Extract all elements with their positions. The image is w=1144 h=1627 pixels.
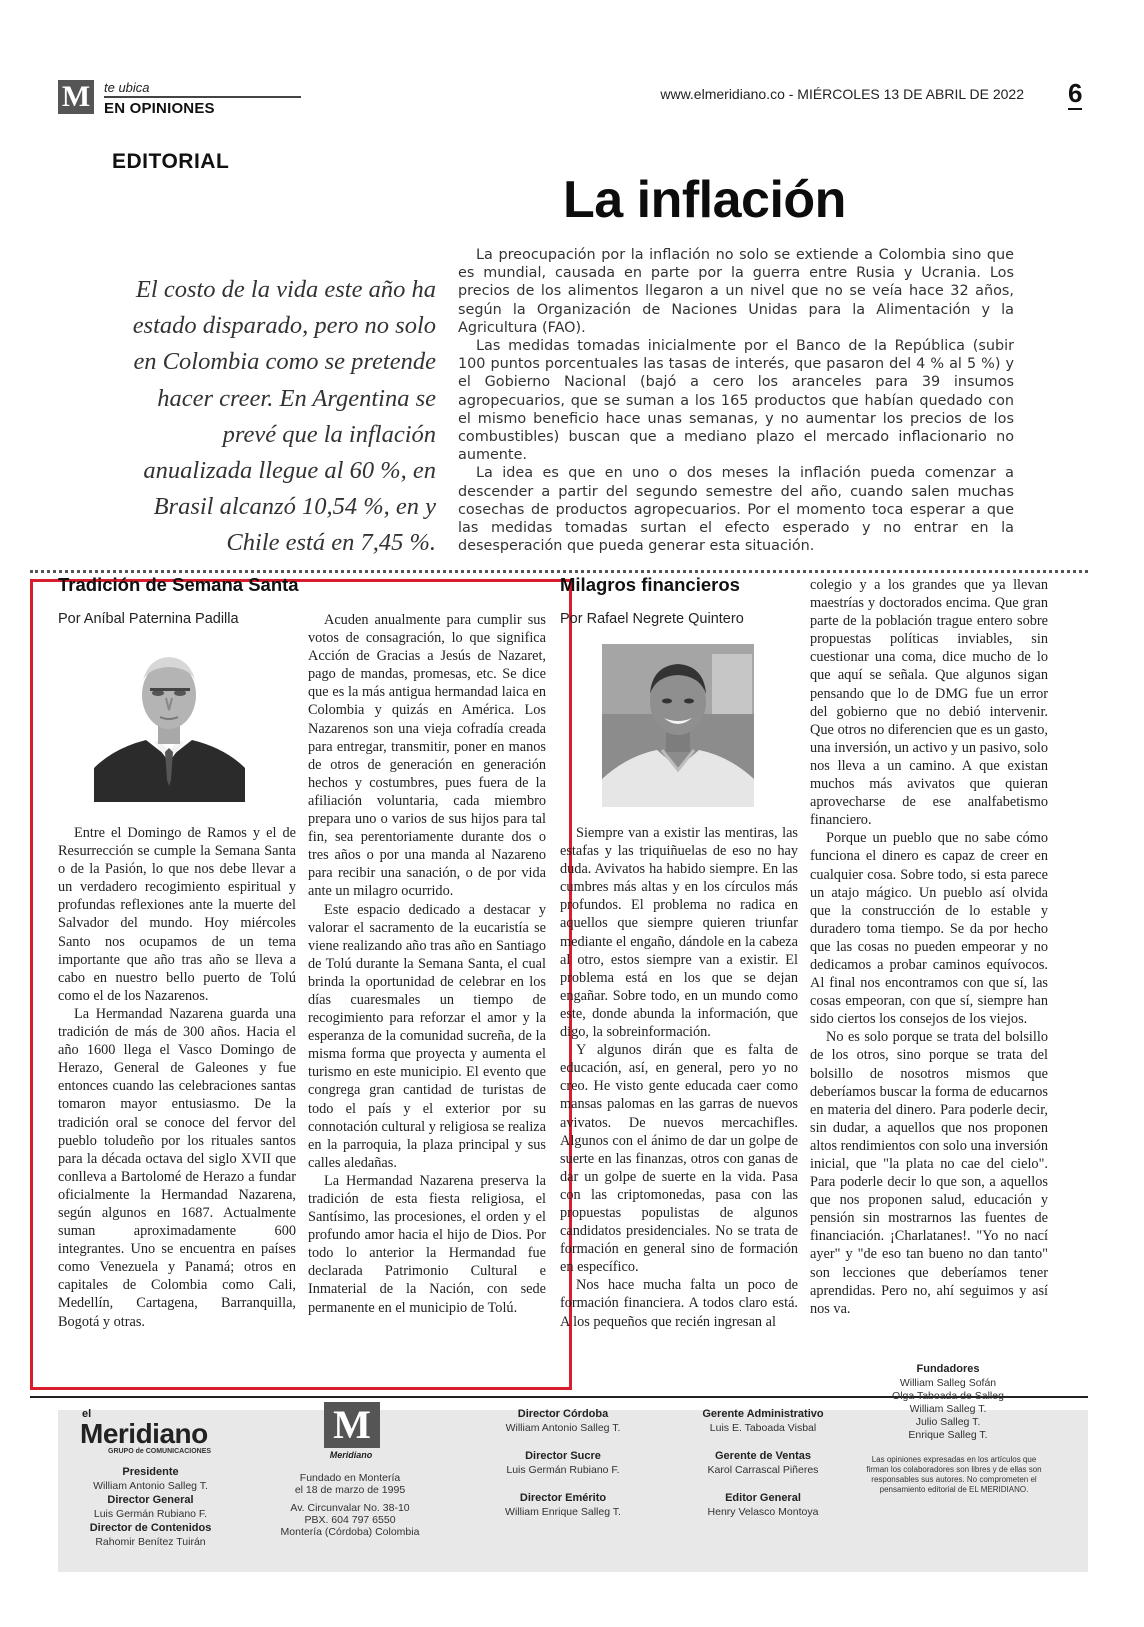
- column-paragraph: La Hermandad Nazarena preserva la tradición de esta fiesta religiosa, el Santísimo, las procesiones, el orden y el profundo amor hacia el hijo de Dios. Por todo lo anterior la Hermandad fue declarada Patrimonio Cultural e Inmaterial de la Nación, con sede permanente en el municipio de Tolú.: [308, 1172, 546, 1316]
- brand-logo: Meridiano: [80, 1418, 208, 1449]
- staff-role: Director Córdoba: [517, 1408, 609, 1420]
- staff-name: Rahomir Benítez Tuirán: [95, 1536, 206, 1548]
- staff-name: William Antonio Salleg T.: [93, 1480, 208, 1492]
- staff-role: Gerente Administrativo: [702, 1408, 824, 1420]
- column-text: [58, 824, 296, 1331]
- staff-name: Henry Velasco Montoya: [707, 1506, 819, 1518]
- brand-subtitle: GRUPO de COMUNICACIONES: [108, 1448, 212, 1455]
- staff-role: Editor General: [725, 1492, 801, 1504]
- column-paragraph: Este espacio dedicado a destacar y valorar el sacramento de la eucaristía se viene realizando año tras año en Santiago de Tolú durante la Semana Santa, el cual brinda la oportunidad de celebrar en los días cuaresmales un tiempo de recogimiento para reforzar el amor y la esperanza de la comunidad sucreña, de la misma forma que proyecta y aumenta el turismo en este municipio. El evento que congrega gran cantidad de turistas de todo el país y el exterior por su connotación cultural y religiosa se realiza en la parroquia, la plaza principal y sus calles aledañas.: [308, 901, 546, 1171]
- column-paragraph: La Hermandad Nazarena guarda una tradición de más de 300 años. Hacia el año 1600 llega el Vasco Domingo de Herazo, General de Galeones y fue entonces cuando las celebraciones santas tomaron mayor entusiasmo. De la tradición oral se conoce del fervor del pueblo toludeño por los rituales santos para la década octava del siglo XVII que conlleva a Bartolomé de Herazo a fundar oficialmente la Hermandad Nazarena, según algunos en 1687. Actualmente suman aproximadamente 600 integrantes. Uno se encuentra en países como Venezuela y Panamá; otros en capitales de Colombia como Cali, Medellín, Cartagena, Barranquilla, Bogotá y otras.: [58, 1005, 296, 1330]
- column-paragraph: colegio y a los grandes que ya llevan maestrías y doctorados encima. Que gran parte de la población trague entero sobre propuestas políticas inviables, sin cuestionar una coma, dice mucho de lo que aquí se señala. Que algunos sigan pensando que lo de DMG fue un error del gobierno que no debió intervenir. Que otros no diferencien que es un gasto, una inversión, un activo y un pasivo, solo nos lleva a un camino. A que existan muchos más avivatos que quieran aprovecharse de ese analfabetismo financiero.: [810, 577, 1048, 829]
- editorial-label: EDITORIAL: [112, 150, 230, 173]
- center-logo: M: [324, 1402, 380, 1448]
- center-logo-name: Meridiano: [329, 1450, 373, 1460]
- column-title: Milagros financieros: [560, 574, 740, 595]
- disclaimer: Las opiniones expresadas en los artículos que firman los colaboradores son libres y de ellas son responsables sus autores. No comprometen el pensamiento editorial de EL MERIDIANO.: [866, 1455, 1042, 1494]
- editorial-pullquote: El costo de la vida este año ha estado disparado, pero no solo en Colombia como se pretende hacer creer. En Argentina se prevé que la inflación anualizada llegue al 60 %, en Brasil alcanzó 10,54 %, en y Chile está en 7,45 %.: [132, 276, 436, 557]
- editorial-body: [458, 246, 1014, 555]
- column-paragraph: Porque un pueblo que no sabe cómo funciona el dinero es capaz de creer en cualquier cosa. Sobre todo, si esta parece un atajo mágico. Un pueblo así olvida que la construcción de lo estable y duradero toma tiempo. Se da por hecho que las cosas no pueden empeorar y no dedicamos a probar caminos equívocos. Al final nos encontramos con que sí, las cosas empeoran, con que sí, siempre han sido ciertos los consejos de los viejos.: [810, 830, 1048, 1028]
- staff-name: Karol Carrascal Piñeres: [707, 1464, 819, 1476]
- column-text: [560, 824, 798, 1331]
- founding-info: Fundado en Montería: [299, 1472, 401, 1484]
- column-text: [810, 576, 1048, 1318]
- staff-name: William Antonio Salleg T.: [505, 1422, 621, 1434]
- staff-role: Director de Contenidos: [89, 1522, 212, 1534]
- founder-name: Enrique Salleg T.: [908, 1429, 988, 1441]
- editorial-paragraph: La preocupación por la inflación no solo se extiende a Colombia sino que es mundial, causada en parte por la guerra entre Rusia y Ucrania. Los precios de los alimentos llegaron a un nivel que no se veía hace 32 años, según la Organización de Naciones Unidas para la Alimentación y la Agricultura (FAO).: [458, 247, 1014, 336]
- column-paragraph: Acuden anualmente para cumplir sus votos de consagración, lo que significa Acción de Gracias a Jesús de Nazaret, pago de mandas, promesas, etc. Se dice que es la más antigua hermandad laica en Colombia y quizás en América. Los Nazarenos son una vieja cofradía creada para entregar, transmitir, poner en manos de otros de generación en generación hechos y costumbres, pues fuera de la afiliación voluntaria, cada miembro prepara uno o varios de sus hijos para tal fin, sea perentoriamente durante dos o tres años o por una manda al Nazareno para recibir una sanación, o de por vida ante un milagro ocurrido.: [308, 612, 546, 900]
- founder-name: William Salleg T.: [909, 1403, 987, 1415]
- staff-role: Director Sucre: [525, 1450, 601, 1462]
- column-paragraph: No es solo porque se trata del bolsillo de los otros, sino porque se trata del bolsillo de nosotros mismos que deberíamos buscar la forma de educarnos en materia del dinero. Para poderle decir, sin dudar, a aquellos que nos proponen altos rendimientos con solo una inversión inicial, que "la plata no cae del cielo". Para poderle decir lo que son, a aquellos que nos proponen salud, educación y pensión sin mostrarnos las fuentes de financiación. ¡Charlatanes!. "Yo no nací ayer" y "de eso tan bueno no dan tanto" son lecciones que deberíamos tener aprendidas. Pero no, ahí seguimos y así nos va.: [810, 1029, 1048, 1317]
- column-byline: Por Rafael Negrete Quintero: [560, 611, 744, 627]
- staff-name: Luis Germán Rubiano F.: [506, 1464, 620, 1476]
- staff-role: Presidente: [122, 1466, 179, 1478]
- founding-info: el 18 de marzo de 1995: [294, 1484, 406, 1496]
- staff-role: Gerente de Ventas: [715, 1450, 811, 1462]
- staff-name: William Enrique Salleg T.: [505, 1506, 621, 1518]
- dateline: www.elmeridiano.co - MIÉRCOLES 13 DE ABRIL DE 2022: [660, 86, 1024, 102]
- column-paragraph: Entre el Domingo de Ramos y el de Resurrección se cumple la Semana Santa o de la Pasión, lo que nos debe llevar a un verdadero recogimiento espiritual y profundas reflexiones ante la muerte del Salvador del mundo. Hoy miércoles Santo nos ocupamos de un tema importante que año tras año se lleva a cabo en nuestro bello puerto de Tolú como el de los Nazarenos.: [58, 825, 296, 1004]
- editorial-paragraph: Las medidas tomadas inicialmente por el Banco de la República (subir 100 puntos porcentuales las tasas de interés, que pasaron del 4 % al 5 %) y el Gobierno Nacional (bajó a cero los aranceles para 39 insumos agropecuarios, que se suman a los 165 productos que habían quedado con el mismo beneficio hace unas semanas, y no aumentar los precios de los combustibles) buscan que a mediano plazo el mercado inflacionario no aumente.: [458, 338, 1014, 464]
- newspaper-logo: M: [58, 80, 94, 114]
- column-text: [308, 611, 546, 1317]
- staff-role: Director Emérito: [519, 1492, 607, 1504]
- city: Montería (Córdoba) Colombia: [280, 1526, 420, 1538]
- address: Av. Circunvalar No. 38-10: [290, 1502, 410, 1514]
- tagline: te ubica: [104, 80, 150, 95]
- staff-name: Luis Germán Rubiano F.: [93, 1508, 208, 1520]
- column-title: Tradición de Semana Santa: [58, 574, 299, 595]
- phone: PBX. 604 797 6550: [304, 1514, 396, 1526]
- founder-name: Julio Salleg T.: [915, 1416, 981, 1428]
- founder-name: William Salleg Sofán: [899, 1377, 997, 1389]
- editorial-paragraph: La idea es que en uno o dos meses la inflación pueda comenzar a descender a partir del segundo semestre del año, cuando salen muchas cosechas de productos agropecuarios. Por el momento toca esperar a que las medidas tomadas surtan el efecto esperado y no entrar en la desesperación que pueda generar esta situación.: [458, 465, 1014, 555]
- section-name: EN OPINIONES: [104, 100, 215, 117]
- founder-name: Olga Taboada de Salleg: [892, 1390, 1004, 1402]
- editorial-headline: La inflación: [563, 171, 846, 229]
- author-photo: [602, 644, 754, 807]
- column-paragraph: Siempre van a existir las mentiras, las estafas y las triquiñuelas de eso no hay duda. Avivatos ha habido siempre. En las cumbres más altas y en los círculos más profundos. El problema no radica en aquellos que siempre quieren triunfar mediante el engaño, dándole en la cabeza al otro, estos siempre van a existir. El problema está en los que se dejan engañar. Sobre todo, en un mundo como este, donde abunda la información, que digo, la sobreinformación.: [560, 825, 798, 1041]
- column-byline: Por Aníbal Paternina Padilla: [58, 611, 239, 627]
- section-divider: [30, 570, 1088, 573]
- brand-prefix: el: [82, 1408, 92, 1420]
- column-paragraph: Y algunos dirán que es falta de educación, así, en general, pero yo no creo. He visto gente educada caer como mansas palomas en las garras de nuevos avivatos. De nuevos mercachifles. Algunos con el ánimo de dar un golpe de suerte en las finanzas, otros con ganas de dar un golpe de suerte en la vida. Pasa con las criptomonedas, pasa con las propuestas populistas de algunos candidatos presidenciales. No se trata de formación en general sino de formación en específico.: [560, 1042, 798, 1276]
- header-rule: [104, 96, 301, 98]
- column-paragraph: Nos hace mucha falta un poco de formación financiera. A todos claro está. A los pequeños que recién ingresan al: [560, 1277, 798, 1330]
- page-number: 6: [1068, 78, 1083, 108]
- staff-name: Luis E. Taboada Visbal: [709, 1422, 817, 1434]
- staff-role: Director General: [107, 1494, 194, 1506]
- author-photo: [94, 640, 245, 802]
- founders-label: Fundadores: [916, 1363, 980, 1375]
